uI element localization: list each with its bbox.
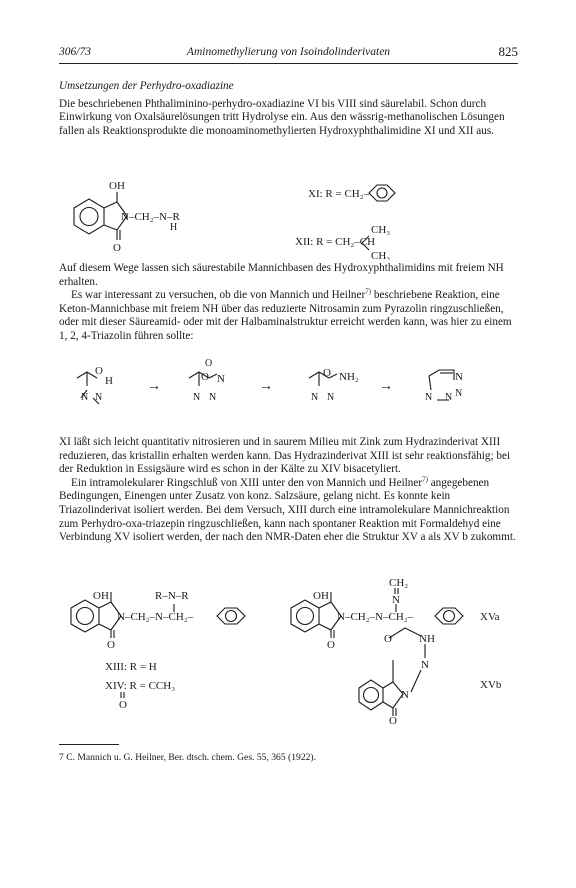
svg-text:O: O (205, 358, 213, 369)
benzene-ring (74, 199, 104, 234)
side-chain-label: N–CH₂–N–R (121, 211, 180, 223)
structure-xi-xii (59, 178, 519, 260)
svg-text:N: N (217, 373, 225, 385)
footnote-ref-2: 7) (422, 475, 428, 484)
paragraph-3: Es war interessant zu versuchen, ob die von Mannich und Heilner$^{7)}$ beschriebene Reaktion, eine Keton-Mannichbase mit freiem NH über das reduzierte Nitrosamin zum Pyrazolin ringzuschließen, oder mit dieser Säureamid- oder mit der Halbaminalstruktur erreicht werden kann, was hier zu einem 1, 2, 4-Triazolin führen sollte: (59, 287, 512, 342)
xva-label: XVa (480, 611, 500, 623)
svg-text:N: N (455, 388, 463, 399)
xiv-definition: XIV: R = CCH₃ (105, 680, 176, 692)
svg-text:O: O (201, 371, 209, 383)
triazoline-scheme (59, 358, 519, 420)
running-title: Aminomethylierung von Isoindolinderivaten (186, 46, 391, 58)
svg-text:O: O (384, 633, 392, 645)
header-rule (59, 63, 518, 64)
section-block-1 (59, 80, 518, 138)
structures-xiii-xv (59, 578, 519, 724)
svg-text:N: N (455, 371, 463, 383)
methyl-top: CH₃ (371, 224, 391, 236)
svg-text:N: N (421, 659, 429, 671)
oh-label: OH (109, 180, 125, 192)
svg-text:O: O (107, 639, 115, 651)
xii-definition: XII: R = CH₂–CH (295, 236, 376, 248)
svg-text:N: N (193, 392, 201, 403)
section-block-3 (59, 436, 518, 545)
nh-label: H (170, 222, 178, 233)
svg-text:N: N (445, 392, 453, 403)
svg-text:O: O (389, 715, 397, 724)
svg-text:NH: NH (419, 633, 435, 645)
svg-text:N: N (81, 392, 89, 403)
svg-text:N–CH₂–N–CH₂–: N–CH₂–N–CH₂– (337, 611, 414, 623)
paragraph-4: XI läßt sich leicht quantitativ nitrosieren und in saurem Milieu mit Zink zum Hydrazinderivat XIII reduzieren, das kristallin erhalten werden kann. Das Hydrazinderivat XIII ist sehr reaktionsfähig; bei der Reduktion in Essigsäure wird es schon in der Kälte zu XIV bisacetyliert. (59, 436, 511, 476)
svg-text:N: N (392, 594, 400, 606)
svg-text:CH₂: CH₂ (389, 578, 409, 589)
paragraph-5: Ein intramolekularer Ringschluß von XIII unter den von Mannich und Heilner$^{7)}$ angegebenen Bedingungen, Einengen unter Zusatz von konz. Salzsäure, gelang nicht. Es konnte kein Triazolinderivat isoliert werden. Bei dem Versuch, XIII durch eine intramolekulare Mannichreaktion zum Perhydro-oxa-triazepin ringzuschließen, kann nach spontaner Reaktion mit Formaldehyd eine Verbindung XV isoliert werden, der nach den NMR-Daten eher die Struktur XV a als XV b zukommt. (59, 475, 516, 544)
svg-text:N: N (311, 392, 319, 403)
section-heading: Umsetzungen der Perhydro-oxadiazine (59, 80, 234, 92)
section-block-2 (59, 262, 518, 344)
methyl-bottom: CH₃ (371, 250, 391, 260)
running-header (59, 46, 518, 64)
page-number: 825 (498, 44, 518, 59)
svg-text:N: N (95, 392, 103, 403)
footnote-rule (59, 744, 119, 745)
paragraph-1: Die beschriebenen Phthaliminino-perhydro-oxadiazine VI bis VIII sind säurelabil. Schon durch Einwirkung von Oxalsäurelösungen tritt Hydrolyse ein. Aus den wässrig-methanolischen Lösungen fallen als Reaktionsprodukte die monoaminomethylierten Hydroxyphthalimidine XI und XII aus. (59, 97, 505, 137)
svg-text:O: O (327, 639, 335, 651)
svg-text:N: N (401, 689, 409, 701)
footnote-7: 7 C. Mannich u. G. Heilner, Ber. dtsch. chem. Ges. 55, 365 (1922). (59, 752, 317, 763)
svg-text:O: O (323, 367, 331, 379)
xiii-definition: XIII: R = H (105, 661, 157, 673)
reaction-arrow-3: → (379, 379, 393, 394)
svg-text:N: N (209, 392, 217, 403)
svg-text:OH: OH (93, 590, 109, 602)
paragraph-2: Auf diesem Wege lassen sich säurestabile Mannichbasen des Hydroxyphthalimidins mit freiem NH erhalten. (59, 262, 504, 288)
svg-text:N: N (327, 392, 335, 403)
svg-text:H: H (105, 375, 113, 387)
reaction-arrow-1: → (147, 379, 161, 394)
footnote-ref: 7) (365, 287, 372, 296)
svg-text:O: O (119, 699, 127, 711)
reaction-arrow-2: → (259, 379, 273, 394)
svg-text:R–N–R: R–N–R (155, 590, 189, 602)
svg-text:OH: OH (313, 590, 329, 602)
xi-definition: XI: R = CH₂– (308, 188, 370, 200)
journal-issue: 306/73 (59, 46, 91, 58)
svg-text:N: N (425, 392, 433, 403)
xvb-label: XVb (480, 679, 502, 691)
svg-text:O: O (95, 365, 103, 377)
svg-text:NH₂: NH₂ (339, 371, 359, 383)
carbonyl-o-label: O (113, 242, 121, 254)
svg-text:N–CH₂–N–CH₂–: N–CH₂–N–CH₂– (117, 611, 194, 623)
